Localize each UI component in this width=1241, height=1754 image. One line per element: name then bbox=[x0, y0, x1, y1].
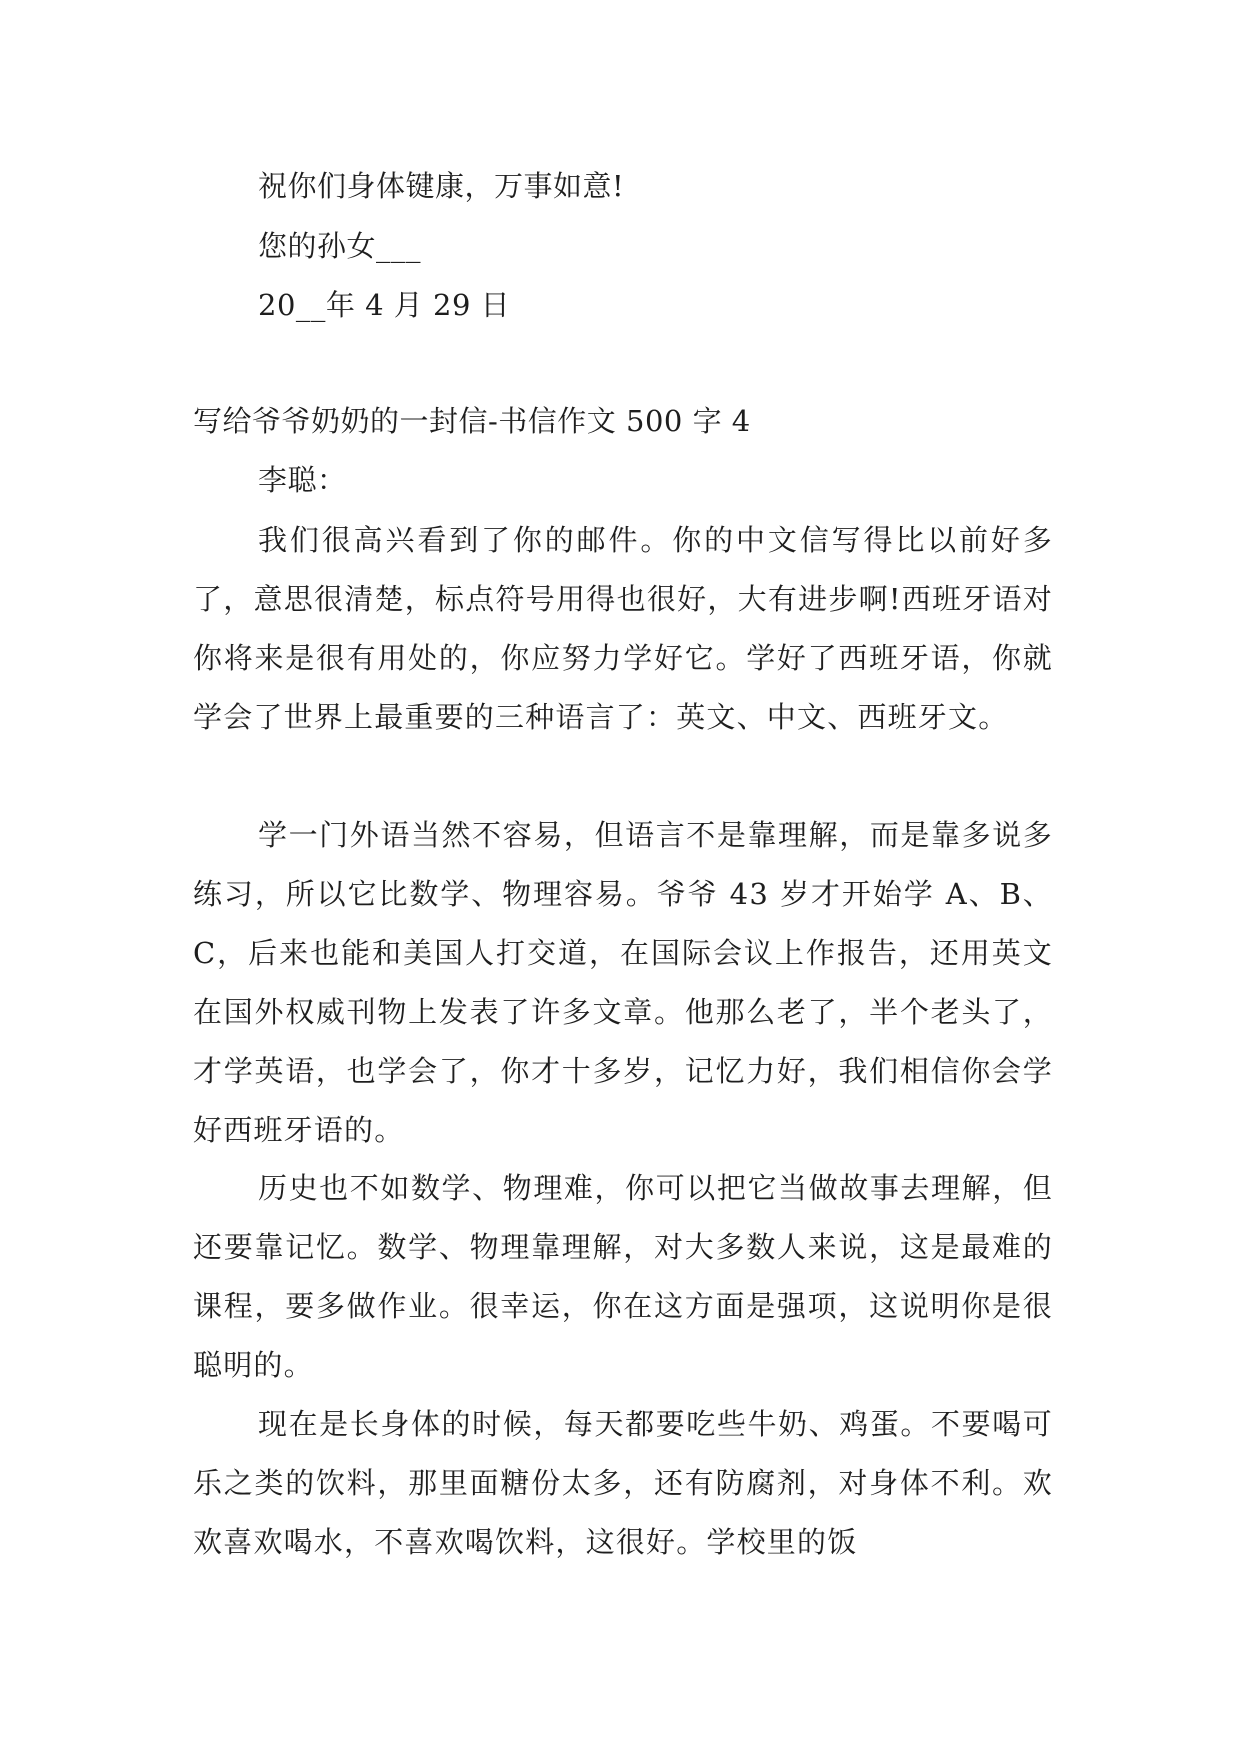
closing-wish: 祝你们身体键康，万事如意! bbox=[258, 169, 625, 203]
closing-date: 20__年 4 月 29 日 bbox=[258, 288, 511, 322]
letter-title: 写给爷爷奶奶的一封信-书信作文 500 字 4 bbox=[193, 404, 751, 438]
letter-paragraph-1: 我们很高兴看到了你的邮件。你的中文信写得比以前好多了，意思很清楚，标点符号用得也很好，大有进步啊!西班牙语对你将来是很有用处的，你应努力学好它。学好了西班牙语，你就学会了世界上最重要的三种语言了：英文、中文、西班牙文。 bbox=[193, 523, 1053, 734]
letter-paragraph-4: 现在是长身体的时候，每天都要吃些牛奶、鸡蛋。不要喝可乐之类的饮料，那里面糖份太多，还有防腐剂，对身体不利。欢欢喜欢喝水，不喜欢喝饮料，这很好。学校里的饭 bbox=[193, 1407, 1053, 1559]
letter-paragraph-2: 学一门外语当然不容易，但语言不是靠理解，而是靠多说多练习，所以它比数学、物理容易。爷爷 43 岁才开始学 A、B、C，后来也能和美国人打交道，在国际会议上作报告，还用英文在国外权威刊物上发表了许多文章。他那么老了，半个老头了，才学英语，也学会了，你才十多岁，记忆力好，我们相信你会学好西班牙语的。 bbox=[193, 818, 1053, 1147]
letter-salutation: 李聪： bbox=[258, 463, 347, 497]
closing-signature: 您的孙女___ bbox=[258, 229, 422, 263]
letter-paragraph-3: 历史也不如数学、物理难，你可以把它当做故事去理解，但还要靠记忆。数学、物理靠理解，对大多数人来说，这是最难的课程，要多做作业。很幸运，你在这方面是强项，这说明你是很聪明的。 bbox=[193, 1171, 1053, 1382]
